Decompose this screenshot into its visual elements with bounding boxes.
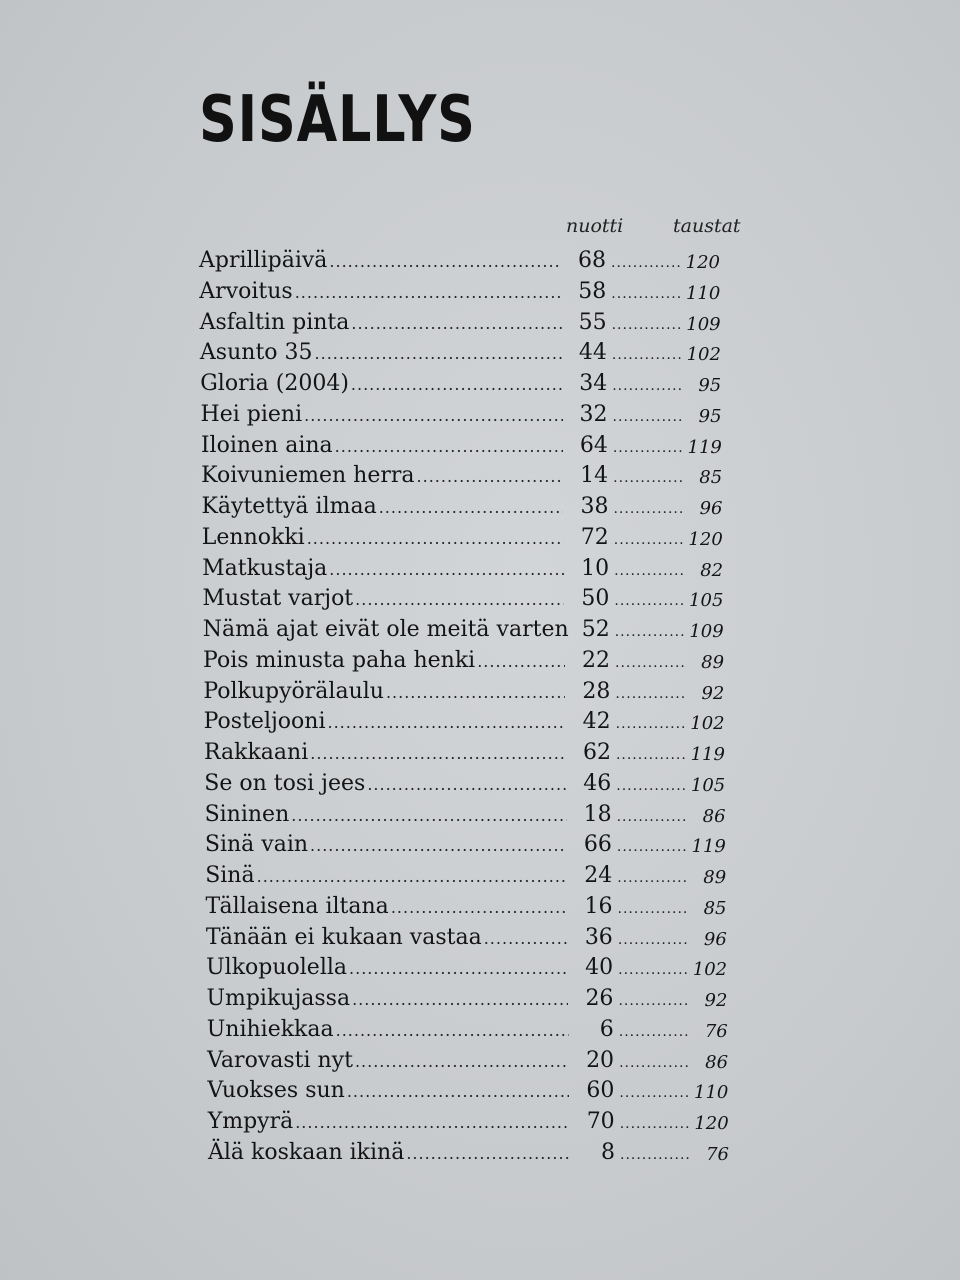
toc-entry-taustat-page: 86 — [705, 1051, 729, 1073]
toc-entry-taustat-page: 89 — [703, 867, 727, 888]
toc-entry-nuotti-page: 18 — [583, 801, 612, 827]
toc-entry-title: Vuokses sun — [207, 1078, 345, 1104]
toc-entry-taustat-page: 109 — [689, 621, 724, 642]
toc-entry — [0, 923, 960, 954]
dot-leader — [295, 1108, 569, 1138]
dot-leader — [613, 465, 683, 491]
dot-leader — [620, 1111, 690, 1137]
dot-leader — [484, 924, 568, 954]
toc-entry-nuotti-page: 66 — [583, 832, 612, 858]
toc-entry-taustat-page: 96 — [703, 928, 727, 950]
toc-entry — [0, 984, 960, 1015]
toc-entry-title-cell — [202, 584, 564, 615]
dot-leader — [307, 524, 564, 554]
toc-entry-nuotti-page: 24 — [584, 863, 613, 888]
toc-entry-title-cell — [201, 400, 563, 431]
toc-entry — [0, 584, 960, 615]
toc-entry-nuotti-page: 60 — [586, 1078, 615, 1104]
toc-entry-title: Posteljooni — [203, 709, 326, 735]
toc-entry-title-cell — [199, 246, 561, 277]
dot-leader — [304, 401, 562, 431]
dot-leader — [351, 309, 561, 339]
toc-entry-nuotti-page: 58 — [578, 278, 607, 304]
toc-entry-nuotti-page: 46 — [583, 770, 612, 796]
toc-entry-nuotti-page: 14 — [580, 463, 609, 489]
dot-leader — [406, 1139, 570, 1169]
table-of-contents — [0, 246, 960, 1169]
toc-entry-taustat-page: 95 — [698, 405, 722, 427]
dot-leader — [619, 1080, 689, 1106]
toc-entry-title-cell — [208, 1107, 570, 1138]
toc-entry-title-cell — [202, 554, 564, 585]
toc-entry — [0, 1076, 960, 1107]
toc-entry-title-cell — [206, 892, 568, 923]
toc-entry-taustat-page: 92 — [701, 682, 725, 704]
toc-entry-nuotti-page: 72 — [580, 524, 609, 550]
dot-leader — [619, 1019, 689, 1045]
dot-leader — [379, 493, 564, 523]
toc-entry — [0, 646, 960, 677]
dot-leader — [613, 404, 683, 430]
toc-entry-title-cell — [208, 1138, 570, 1169]
toc-entry-taustat-page: 102 — [692, 959, 728, 981]
toc-entry-taustat-page: 86 — [702, 805, 726, 827]
toc-entry-taustat-page: 85 — [699, 467, 723, 489]
toc-entry-nuotti-page: 50 — [581, 586, 610, 612]
toc-entry-nuotti-page: 20 — [586, 1047, 615, 1073]
toc-entry-title: Arvoitus — [199, 278, 293, 304]
dot-leader — [315, 339, 562, 369]
dot-leader — [616, 711, 686, 737]
toc-entry-taustat-page: 76 — [706, 1143, 729, 1165]
toc-entry-title-cell — [203, 677, 565, 708]
toc-entry-title: Asunto 35 — [199, 340, 313, 366]
toc-entry-title: Pois minusta paha henki — [203, 647, 476, 673]
dot-leader — [614, 527, 684, 553]
dot-leader — [417, 462, 564, 492]
toc-entry-title-cell — [205, 800, 567, 831]
toc-entry-nuotti-page: 62 — [582, 740, 611, 765]
dot-leader — [611, 281, 681, 307]
toc-entry-title: Unihiekkaa — [206, 1016, 334, 1042]
toc-entry-title-cell — [200, 338, 562, 369]
toc-entry-title-cell — [200, 369, 562, 400]
toc-entry-taustat-page: 119 — [690, 744, 725, 765]
toc-entry-nuotti-page: 6 — [599, 1016, 614, 1042]
toc-entry-title-cell — [202, 615, 569, 646]
toc-entry-title: Aprillipäivä — [199, 248, 328, 273]
toc-entry-taustat-page: 105 — [690, 774, 726, 796]
dot-leader — [352, 985, 568, 1015]
toc-entry-taustat-page: 89 — [701, 651, 725, 673]
column-header-taustat: taustat — [673, 215, 741, 237]
toc-entry — [0, 431, 960, 462]
toc-entry-title: Varovasti nyt — [207, 1047, 353, 1073]
toc-entry-nuotti-page: 55 — [578, 309, 607, 335]
dot-leader — [615, 681, 685, 707]
toc-entry-nuotti-page: 34 — [579, 371, 608, 396]
toc-entry-nuotti-page: 10 — [581, 555, 610, 581]
toc-entry-title: Ympyrä — [207, 1109, 294, 1134]
toc-entry-title: Sinä vain — [204, 832, 309, 858]
toc-entry — [0, 1107, 960, 1138]
dot-leader — [616, 742, 686, 768]
toc-entry-taustat-page: 96 — [699, 498, 723, 519]
dot-leader — [613, 496, 683, 522]
toc-entry-taustat-page: 120 — [688, 528, 723, 550]
dot-leader — [291, 801, 566, 831]
toc-entry-title-cell — [203, 646, 565, 677]
toc-entry-taustat-page: 109 — [686, 313, 721, 335]
toc-entry-taustat-page: 102 — [686, 344, 721, 366]
toc-entry-nuotti-page: 32 — [579, 401, 608, 427]
toc-entry-taustat-page: 120 — [685, 252, 720, 273]
dot-leader — [617, 834, 687, 860]
toc-entry — [0, 707, 960, 738]
toc-entry-title-cell — [207, 1076, 569, 1107]
toc-entry-nuotti-page: 38 — [580, 494, 609, 519]
toc-entry — [0, 677, 960, 708]
toc-entry-nuotti-page: 52 — [581, 617, 610, 642]
dot-leader — [329, 247, 561, 277]
toc-entry-title-cell — [207, 1015, 569, 1046]
dot-leader — [614, 558, 684, 584]
toc-entry — [0, 554, 960, 585]
toc-entry-title-cell — [201, 431, 563, 462]
dot-leader — [310, 831, 567, 861]
toc-entry-title-cell — [204, 738, 566, 769]
toc-entry-taustat-page: 110 — [685, 282, 721, 304]
toc-entry — [0, 400, 960, 431]
toc-entry-title: Lennokki — [201, 524, 305, 550]
toc-entry-taustat-page: 120 — [694, 1113, 729, 1134]
toc-entry-title: Iloinen aina — [200, 432, 333, 458]
toc-entry-nuotti-page: 40 — [585, 955, 614, 981]
toc-entry-taustat-page: 119 — [687, 436, 722, 458]
toc-entry-taustat-page: 105 — [689, 590, 724, 612]
dot-leader — [335, 432, 563, 462]
toc-entry-title: Koivuniemen herra — [201, 463, 415, 489]
dot-leader — [295, 278, 562, 308]
dot-leader — [618, 927, 688, 953]
toc-entry — [0, 769, 960, 800]
toc-entry-title: Se on tosi jees — [204, 770, 366, 796]
toc-entry-title-cell — [205, 830, 567, 861]
dot-leader — [615, 650, 685, 676]
toc-entry-nuotti-page: 44 — [578, 340, 607, 366]
toc-entry-title-cell — [206, 984, 568, 1015]
dot-leader — [620, 1142, 690, 1168]
dot-leader — [612, 373, 682, 399]
dot-leader — [310, 739, 566, 769]
toc-entry-title: Asfaltin pinta — [199, 309, 350, 335]
toc-entry — [0, 861, 960, 892]
toc-entry — [0, 338, 960, 369]
dot-leader — [612, 342, 682, 368]
dot-leader — [477, 647, 565, 677]
toc-entry-nuotti-page: 68 — [578, 248, 606, 273]
dot-leader — [351, 370, 562, 400]
toc-entry-title: Hei pieni — [200, 401, 303, 427]
toc-entry — [0, 830, 960, 861]
toc-entry-title: Mustat varjot — [202, 586, 354, 612]
dot-leader — [386, 678, 565, 708]
toc-entry — [0, 369, 960, 400]
toc-entry-nuotti-page: 42 — [582, 709, 611, 735]
toc-entry-title: Tällaisena iltana — [205, 893, 389, 919]
toc-entry-nuotti-page: 22 — [582, 647, 611, 673]
toc-entry — [0, 246, 960, 277]
toc-entry-title: Matkustaja — [202, 555, 328, 581]
dot-leader — [615, 619, 685, 645]
toc-entry-title: Ulkopuolella — [206, 955, 348, 981]
toc-entry-title: Rakkaani — [203, 740, 309, 765]
dot-leader — [618, 988, 688, 1014]
toc-entry-nuotti-page: 70 — [586, 1109, 615, 1134]
dot-leader — [355, 1047, 569, 1077]
dot-leader — [367, 770, 566, 800]
dot-leader — [616, 773, 686, 799]
toc-entry — [0, 800, 960, 831]
toc-entry — [0, 1138, 960, 1169]
toc-entry-title-cell — [201, 492, 563, 523]
toc-entry-taustat-page: 95 — [698, 375, 722, 396]
toc-entry — [0, 738, 960, 769]
toc-entry — [0, 615, 960, 646]
dot-leader — [355, 585, 564, 615]
dot-leader — [328, 708, 566, 738]
dot-leader — [617, 865, 687, 891]
toc-entry — [0, 277, 960, 308]
dot-leader — [619, 1050, 689, 1076]
toc-entry-taustat-page: 119 — [691, 836, 726, 858]
toc-entry-title-cell — [199, 277, 561, 308]
dot-leader — [391, 893, 568, 923]
dot-leader — [614, 588, 684, 614]
dot-leader — [347, 1077, 570, 1107]
toc-entry-taustat-page: 85 — [703, 897, 727, 919]
toc-entry-title-cell — [202, 523, 564, 554]
toc-entry-title-cell — [206, 923, 568, 954]
toc-entry-title: Polkupyörälaulu — [203, 678, 384, 704]
dot-leader — [336, 1016, 569, 1046]
toc-entry-nuotti-page: 36 — [584, 924, 613, 950]
toc-entry-title-cell — [200, 308, 562, 339]
toc-entry-nuotti-page: 64 — [579, 432, 608, 458]
toc-entry-nuotti-page: 28 — [582, 678, 611, 704]
dot-leader — [257, 862, 568, 892]
toc-entry-title: Tänään ei kukaan vastaa — [205, 924, 482, 950]
toc-entry — [0, 492, 960, 523]
toc-entry-title-cell — [207, 1046, 569, 1077]
toc-entry-title-cell — [206, 953, 568, 984]
toc-entry — [0, 892, 960, 923]
dot-leader — [349, 954, 568, 984]
toc-entry-nuotti-page: 16 — [584, 893, 613, 919]
dot-leader — [613, 435, 683, 461]
toc-entry-nuotti-page: 8 — [601, 1139, 615, 1165]
toc-entry-title: Käytettyä ilmaa — [201, 494, 377, 519]
toc-entry-taustat-page: 92 — [704, 990, 728, 1011]
toc-entry — [0, 308, 960, 339]
toc-entry-title-cell — [204, 769, 566, 800]
dot-leader — [618, 957, 688, 983]
toc-entry-taustat-page: 102 — [690, 713, 725, 735]
toc-entry-title: Sininen — [204, 801, 290, 827]
dot-leader — [611, 250, 681, 276]
toc-entry-title: Nämä ajat eivät ole meitä varten — [202, 617, 569, 642]
toc-entry-title: Älä koskaan ikinä — [208, 1139, 405, 1165]
toc-entry-title: Umpikujassa — [206, 986, 351, 1011]
toc-entry-title: Sinä — [205, 863, 255, 888]
toc-entry-title-cell — [201, 461, 563, 492]
toc-entry-taustat-page: 76 — [704, 1020, 728, 1042]
toc-entry — [0, 523, 960, 554]
page-title: SISÄLLYS — [199, 83, 476, 157]
toc-entry — [0, 1015, 960, 1046]
dot-leader — [612, 312, 682, 338]
toc-entry-taustat-page: 110 — [694, 1082, 729, 1104]
dot-leader — [618, 896, 688, 922]
toc-entry-title-cell — [204, 707, 566, 738]
toc-entry-nuotti-page: 26 — [585, 986, 614, 1011]
toc-entry-title: Gloria (2004) — [200, 371, 349, 396]
toc-entry-title-cell — [205, 861, 567, 892]
toc-entry — [0, 461, 960, 492]
toc-entry — [0, 1046, 960, 1077]
toc-entry — [0, 953, 960, 984]
dot-leader — [617, 804, 687, 830]
dot-leader — [329, 555, 564, 585]
column-header-nuotti: nuotti — [566, 215, 624, 237]
toc-entry-taustat-page: 82 — [700, 559, 724, 581]
